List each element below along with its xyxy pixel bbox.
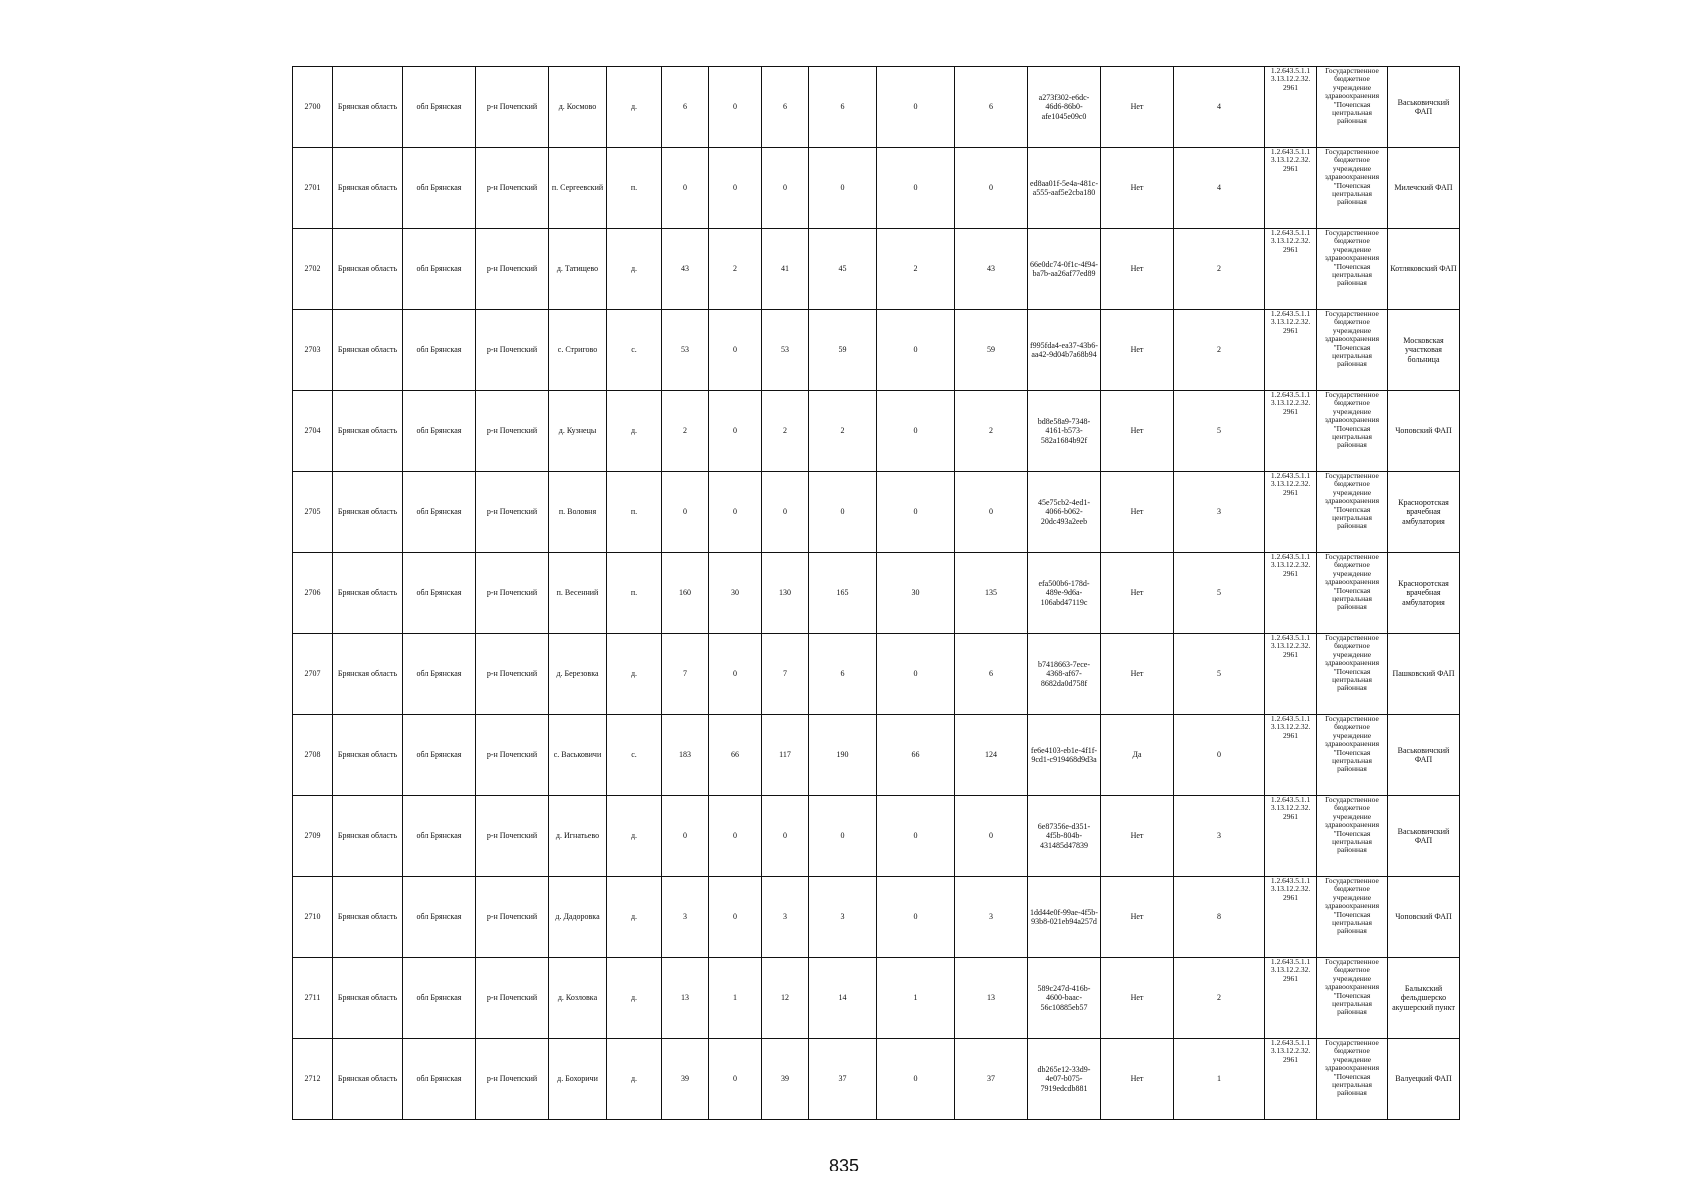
region-cell: Брянская область <box>333 148 403 229</box>
count-cell: 0 <box>709 310 762 391</box>
row-number: 2710 <box>293 877 333 958</box>
guid-cell: 6e87356e-d351-4f5b-804b-431485d47839 <box>1028 796 1101 877</box>
oblast-cell: обл Брянская <box>403 310 476 391</box>
table-row <box>293 310 1460 391</box>
oid-cell <box>1265 1039 1317 1120</box>
row-number: 2705 <box>293 472 333 553</box>
count-cell: 6 <box>662 67 709 148</box>
guid-cell: fe6e4103-eb1e-4f1f-9cd1-c919468d9d3a <box>1028 715 1101 796</box>
oblast-cell: обл Брянская <box>403 229 476 310</box>
row-number: 2700 <box>293 67 333 148</box>
settlements-table <box>292 66 1460 1120</box>
count-cell: 39 <box>762 1039 809 1120</box>
guid-cell: 1dd44e0f-99ae-4f5b-93b8-021eb94a257d <box>1028 877 1101 958</box>
count-cell: 14 <box>809 958 877 1039</box>
count-cell: 0 <box>877 796 955 877</box>
facility-cell: Чоповский ФАП <box>1388 877 1460 958</box>
region-cell: Брянская область <box>333 310 403 391</box>
count-cell: 0 <box>877 67 955 148</box>
guid-cell: efa500b6-178d-489e-9d6a-106abd47119c <box>1028 553 1101 634</box>
district-cell: р-н Почепский <box>476 715 549 796</box>
organization-cell <box>1317 796 1388 877</box>
oid-cell-text: 1.2.643.5.1.1 3.13.12.2.32. 2961 <box>1270 309 1311 335</box>
count-cell: 13 <box>955 958 1028 1039</box>
count-cell: 53 <box>662 310 709 391</box>
settlement-type-cell: п. <box>607 472 662 553</box>
count-cell: 0 <box>955 796 1028 877</box>
region-cell: Брянская область <box>333 715 403 796</box>
count-cell: 0 <box>762 472 809 553</box>
count-cell: 2 <box>662 391 709 472</box>
table-row <box>293 472 1460 553</box>
count-cell: 0 <box>709 1039 762 1120</box>
facility-cell: Валуецкий ФАП <box>1388 1039 1460 1120</box>
flag-cell: Нет <box>1101 958 1174 1039</box>
guid-cell: 66e0dc74-0f1c-4f94-ba7b-aa26af77ed89 <box>1028 229 1101 310</box>
count-cell: 0 <box>662 472 709 553</box>
organization-cell <box>1317 877 1388 958</box>
table-row <box>293 1039 1460 1120</box>
count-cell: 39 <box>662 1039 709 1120</box>
region-cell: Брянская область <box>333 229 403 310</box>
count-cell: 0 <box>877 877 955 958</box>
count-cell: 0 <box>709 472 762 553</box>
oid-cell <box>1265 310 1317 391</box>
settlement-cell: с. Васьковичи <box>549 715 607 796</box>
oid-cell-text: 1.2.643.5.1.1 3.13.12.2.32. 2961 <box>1270 957 1311 983</box>
count-cell: 165 <box>809 553 877 634</box>
count-cell: 6 <box>955 634 1028 715</box>
count-cell: 43 <box>662 229 709 310</box>
oid-cell <box>1265 472 1317 553</box>
district-cell: р-н Почепский <box>476 67 549 148</box>
count-cell: 0 <box>662 796 709 877</box>
guid-cell: 589c247d-416b-4600-baac-56c10885eb57 <box>1028 958 1101 1039</box>
count-cell: 130 <box>762 553 809 634</box>
page-number: 835 <box>828 1156 860 1171</box>
region-cell: Брянская область <box>333 553 403 634</box>
count-cell: 0 <box>877 310 955 391</box>
count-cell: 3 <box>762 877 809 958</box>
settlement-type-cell: д. <box>607 67 662 148</box>
settlement-type-cell: д. <box>607 958 662 1039</box>
count-cell: 41 <box>762 229 809 310</box>
count-cell: 0 <box>955 148 1028 229</box>
facility-cell: Красноротская врачебная амбулатория <box>1388 553 1460 634</box>
region-cell: Брянская область <box>333 391 403 472</box>
organization-cell <box>1317 148 1388 229</box>
oblast-cell: обл Брянская <box>403 391 476 472</box>
count-cell: 0 <box>709 67 762 148</box>
settlement-cell: п. Весенний <box>549 553 607 634</box>
settlement-type-cell: д. <box>607 391 662 472</box>
organization-cell <box>1317 391 1388 472</box>
oblast-cell: обл Брянская <box>403 796 476 877</box>
table-row <box>293 553 1460 634</box>
count-cell: 2 <box>709 229 762 310</box>
organization-cell-text: Государственное бюджетное учреждение здравоохранения "Почепская центральная районная <box>1324 390 1380 450</box>
region-cell: Брянская область <box>333 67 403 148</box>
count-cell: 2 <box>809 391 877 472</box>
count-cell: 6 <box>955 67 1028 148</box>
settlement-cell: д. Кузнецы <box>549 391 607 472</box>
count-cell: 0 <box>955 472 1028 553</box>
settlement-cell: д. Бохоричи <box>549 1039 607 1120</box>
table-row <box>293 391 1460 472</box>
oblast-cell: обл Брянская <box>403 1039 476 1120</box>
guid-cell: f995fda4-ea37-43b6-aa42-9d04b7a68b94 <box>1028 310 1101 391</box>
settlement-cell: п. Воловня <box>549 472 607 553</box>
organization-cell <box>1317 1039 1388 1120</box>
settlement-type-cell: д. <box>607 796 662 877</box>
oid-cell <box>1265 715 1317 796</box>
oid-cell-text: 1.2.643.5.1.1 3.13.12.2.32. 2961 <box>1270 876 1311 902</box>
count-cell: 0 <box>709 796 762 877</box>
number-cell: 4 <box>1174 148 1265 229</box>
oid-cell <box>1265 877 1317 958</box>
oblast-cell: обл Брянская <box>403 472 476 553</box>
count-cell: 37 <box>809 1039 877 1120</box>
row-number: 2711 <box>293 958 333 1039</box>
row-number: 2701 <box>293 148 333 229</box>
count-cell: 66 <box>877 715 955 796</box>
oid-cell <box>1265 634 1317 715</box>
organization-cell <box>1317 472 1388 553</box>
count-cell: 6 <box>762 67 809 148</box>
oid-cell-text: 1.2.643.5.1.1 3.13.12.2.32. 2961 <box>1270 1038 1311 1064</box>
oid-cell-text: 1.2.643.5.1.1 3.13.12.2.32. 2961 <box>1270 795 1311 821</box>
count-cell: 0 <box>877 634 955 715</box>
region-cell: Брянская область <box>333 1039 403 1120</box>
count-cell: 183 <box>662 715 709 796</box>
number-cell: 2 <box>1174 229 1265 310</box>
count-cell: 1 <box>877 958 955 1039</box>
count-cell: 0 <box>662 148 709 229</box>
count-cell: 43 <box>955 229 1028 310</box>
count-cell: 0 <box>709 634 762 715</box>
organization-cell-text: Государственное бюджетное учреждение здравоохранения "Почепская центральная районная <box>1324 633 1380 693</box>
district-cell: р-н Почепский <box>476 1039 549 1120</box>
table-row <box>293 229 1460 310</box>
region-cell: Брянская область <box>333 472 403 553</box>
guid-cell: b7418663-7ece-4368-af67-8682da0d758f <box>1028 634 1101 715</box>
flag-cell: Нет <box>1101 310 1174 391</box>
number-cell: 1 <box>1174 1039 1265 1120</box>
number-cell: 2 <box>1174 958 1265 1039</box>
settlement-cell: п. Сергеевский <box>549 148 607 229</box>
organization-cell-text: Государственное бюджетное учреждение здравоохранения "Почепская центральная районная <box>1324 309 1380 369</box>
oid-cell <box>1265 391 1317 472</box>
flag-cell: Нет <box>1101 634 1174 715</box>
settlement-type-cell: д. <box>607 877 662 958</box>
facility-cell: Чоповский ФАП <box>1388 391 1460 472</box>
oid-cell <box>1265 958 1317 1039</box>
guid-cell: a273f302-e6dc-46d6-86b0-afe1045e09c0 <box>1028 67 1101 148</box>
district-cell: р-н Почепский <box>476 796 549 877</box>
organization-cell-text: Государственное бюджетное учреждение здравоохранения "Почепская центральная районная <box>1324 228 1380 288</box>
number-cell: 5 <box>1174 634 1265 715</box>
district-cell: р-н Почепский <box>476 148 549 229</box>
number-cell: 0 <box>1174 715 1265 796</box>
district-cell: р-н Почепский <box>476 634 549 715</box>
facility-cell: Котляковский ФАП <box>1388 229 1460 310</box>
settlement-cell: д. Космово <box>549 67 607 148</box>
oid-cell <box>1265 229 1317 310</box>
count-cell: 2 <box>762 391 809 472</box>
region-cell: Брянская область <box>333 796 403 877</box>
count-cell: 7 <box>662 634 709 715</box>
facility-cell: Пашковский ФАП <box>1388 634 1460 715</box>
district-cell: р-н Почепский <box>476 472 549 553</box>
facility-cell: Васьковичский ФАП <box>1388 67 1460 148</box>
row-number: 2707 <box>293 634 333 715</box>
oid-cell-text: 1.2.643.5.1.1 3.13.12.2.32. 2961 <box>1270 147 1311 173</box>
count-cell: 3 <box>662 877 709 958</box>
region-cell: Брянская область <box>333 877 403 958</box>
count-cell: 0 <box>762 148 809 229</box>
count-cell: 30 <box>709 553 762 634</box>
district-cell: р-н Почепский <box>476 310 549 391</box>
settlement-type-cell: п. <box>607 148 662 229</box>
count-cell: 53 <box>762 310 809 391</box>
oblast-cell: обл Брянская <box>403 553 476 634</box>
number-cell: 8 <box>1174 877 1265 958</box>
flag-cell: Нет <box>1101 67 1174 148</box>
table-row <box>293 67 1460 148</box>
oid-cell <box>1265 553 1317 634</box>
row-number: 2702 <box>293 229 333 310</box>
count-cell: 0 <box>809 472 877 553</box>
oid-cell-text: 1.2.643.5.1.1 3.13.12.2.32. 2961 <box>1270 471 1311 497</box>
flag-cell: Нет <box>1101 148 1174 229</box>
count-cell: 0 <box>809 796 877 877</box>
settlement-cell: д. Козловка <box>549 958 607 1039</box>
flag-cell: Нет <box>1101 553 1174 634</box>
table-row <box>293 715 1460 796</box>
count-cell: 117 <box>762 715 809 796</box>
oid-cell <box>1265 67 1317 148</box>
count-cell: 160 <box>662 553 709 634</box>
count-cell: 0 <box>877 148 955 229</box>
guid-cell: db265e12-33d9-4e07-b075-7919edcdb881 <box>1028 1039 1101 1120</box>
oid-cell-text: 1.2.643.5.1.1 3.13.12.2.32. 2961 <box>1270 66 1311 92</box>
number-cell: 3 <box>1174 796 1265 877</box>
number-cell: 2 <box>1174 310 1265 391</box>
oblast-cell: обл Брянская <box>403 634 476 715</box>
settlement-type-cell: с. <box>607 715 662 796</box>
count-cell: 37 <box>955 1039 1028 1120</box>
count-cell: 2 <box>955 391 1028 472</box>
number-cell: 5 <box>1174 391 1265 472</box>
region-cell: Брянская область <box>333 958 403 1039</box>
settlement-type-cell: с. <box>607 310 662 391</box>
district-cell: р-н Почепский <box>476 229 549 310</box>
table-row <box>293 958 1460 1039</box>
settlement-type-cell: д. <box>607 1039 662 1120</box>
count-cell: 7 <box>762 634 809 715</box>
region-cell: Брянская область <box>333 634 403 715</box>
organization-cell <box>1317 958 1388 1039</box>
count-cell: 124 <box>955 715 1028 796</box>
row-number: 2704 <box>293 391 333 472</box>
flag-cell: Нет <box>1101 472 1174 553</box>
count-cell: 190 <box>809 715 877 796</box>
count-cell: 0 <box>809 148 877 229</box>
facility-cell: Московская участковая больница <box>1388 310 1460 391</box>
count-cell: 0 <box>709 877 762 958</box>
count-cell: 0 <box>762 796 809 877</box>
flag-cell: Нет <box>1101 229 1174 310</box>
district-cell: р-н Почепский <box>476 958 549 1039</box>
organization-cell <box>1317 229 1388 310</box>
organization-cell-text: Государственное бюджетное учреждение здравоохранения "Почепская центральная районная <box>1324 714 1380 774</box>
guid-cell: 45e75cb2-4ed1-4066-b062-20dc493a2eeb <box>1028 472 1101 553</box>
facility-cell: Васьковичский ФАП <box>1388 715 1460 796</box>
oblast-cell: обл Брянская <box>403 715 476 796</box>
organization-cell-text: Государственное бюджетное учреждение здравоохранения "Почепская центральная районная <box>1324 147 1380 207</box>
district-cell: р-н Почепский <box>476 391 549 472</box>
oid-cell <box>1265 796 1317 877</box>
count-cell: 13 <box>662 958 709 1039</box>
count-cell: 0 <box>877 391 955 472</box>
settlement-cell: д. Дадоровка <box>549 877 607 958</box>
count-cell: 3 <box>955 877 1028 958</box>
organization-cell <box>1317 715 1388 796</box>
oid-cell <box>1265 148 1317 229</box>
number-cell: 5 <box>1174 553 1265 634</box>
count-cell: 2 <box>877 229 955 310</box>
organization-cell-text: Государственное бюджетное учреждение здравоохранения "Почепская центральная районная <box>1324 957 1380 1017</box>
oid-cell-text: 1.2.643.5.1.1 3.13.12.2.32. 2961 <box>1270 228 1311 254</box>
organization-cell-text: Государственное бюджетное учреждение здравоохранения "Почепская центральная районная <box>1324 876 1380 936</box>
facility-cell: Красноротская врачебная амбулатория <box>1388 472 1460 553</box>
facility-cell: Милечский ФАП <box>1388 148 1460 229</box>
oid-cell-text: 1.2.643.5.1.1 3.13.12.2.32. 2961 <box>1270 390 1311 416</box>
organization-cell-text: Государственное бюджетное учреждение здравоохранения "Почепская центральная районная <box>1324 1038 1380 1098</box>
count-cell: 59 <box>955 310 1028 391</box>
oblast-cell: обл Брянская <box>403 877 476 958</box>
count-cell: 45 <box>809 229 877 310</box>
facility-cell: Балыкский фельдшерско акушерский пункт <box>1388 958 1460 1039</box>
settlement-type-cell: п. <box>607 553 662 634</box>
row-number: 2706 <box>293 553 333 634</box>
organization-cell-text: Государственное бюджетное учреждение здравоохранения "Почепская центральная районная <box>1324 66 1380 126</box>
table-row <box>293 148 1460 229</box>
flag-cell: Нет <box>1101 1039 1174 1120</box>
flag-cell: Нет <box>1101 391 1174 472</box>
oid-cell-text: 1.2.643.5.1.1 3.13.12.2.32. 2961 <box>1270 633 1311 659</box>
organization-cell <box>1317 310 1388 391</box>
number-cell: 4 <box>1174 67 1265 148</box>
organization-cell-text: Государственное бюджетное учреждение здравоохранения "Почепская центральная районная <box>1324 552 1380 612</box>
count-cell: 135 <box>955 553 1028 634</box>
oid-cell-text: 1.2.643.5.1.1 3.13.12.2.32. 2961 <box>1270 552 1311 578</box>
count-cell: 30 <box>877 553 955 634</box>
count-cell: 0 <box>709 391 762 472</box>
facility-cell: Васьковичский ФАП <box>1388 796 1460 877</box>
table-row <box>293 877 1460 958</box>
organization-cell <box>1317 553 1388 634</box>
table-row <box>293 796 1460 877</box>
settlement-cell: д. Игнатьево <box>549 796 607 877</box>
count-cell: 59 <box>809 310 877 391</box>
number-cell: 3 <box>1174 472 1265 553</box>
count-cell: 0 <box>877 472 955 553</box>
oid-cell-text: 1.2.643.5.1.1 3.13.12.2.32. 2961 <box>1270 714 1311 740</box>
organization-cell-text: Государственное бюджетное учреждение здравоохранения "Почепская центральная районная <box>1324 471 1380 531</box>
flag-cell: Да <box>1101 715 1174 796</box>
organization-cell <box>1317 67 1388 148</box>
settlement-type-cell: д. <box>607 229 662 310</box>
organization-cell-text: Государственное бюджетное учреждение здравоохранения "Почепская центральная районная <box>1324 795 1380 855</box>
count-cell: 0 <box>709 148 762 229</box>
flag-cell: Нет <box>1101 796 1174 877</box>
row-number: 2703 <box>293 310 333 391</box>
guid-cell: bd8e58a9-7348-4161-b573-582a1684b92f <box>1028 391 1101 472</box>
row-number: 2709 <box>293 796 333 877</box>
district-cell: р-н Почепский <box>476 877 549 958</box>
organization-cell <box>1317 634 1388 715</box>
count-cell: 66 <box>709 715 762 796</box>
table-body <box>293 67 1460 1120</box>
row-number: 2712 <box>293 1039 333 1120</box>
count-cell: 12 <box>762 958 809 1039</box>
settlement-cell: с. Стригово <box>549 310 607 391</box>
guid-cell: ed8aa01f-5e4a-481c-a555-aaf5e2cba180 <box>1028 148 1101 229</box>
count-cell: 6 <box>809 67 877 148</box>
settlement-cell: д. Березовка <box>549 634 607 715</box>
count-cell: 6 <box>809 634 877 715</box>
oblast-cell: обл Брянская <box>403 67 476 148</box>
flag-cell: Нет <box>1101 877 1174 958</box>
count-cell: 3 <box>809 877 877 958</box>
settlement-type-cell: д. <box>607 634 662 715</box>
oblast-cell: обл Брянская <box>403 148 476 229</box>
table-row <box>293 634 1460 715</box>
settlement-cell: д. Татищево <box>549 229 607 310</box>
count-cell: 1 <box>709 958 762 1039</box>
row-number: 2708 <box>293 715 333 796</box>
count-cell: 0 <box>877 1039 955 1120</box>
oblast-cell: обл Брянская <box>403 958 476 1039</box>
district-cell: р-н Почепский <box>476 553 549 634</box>
